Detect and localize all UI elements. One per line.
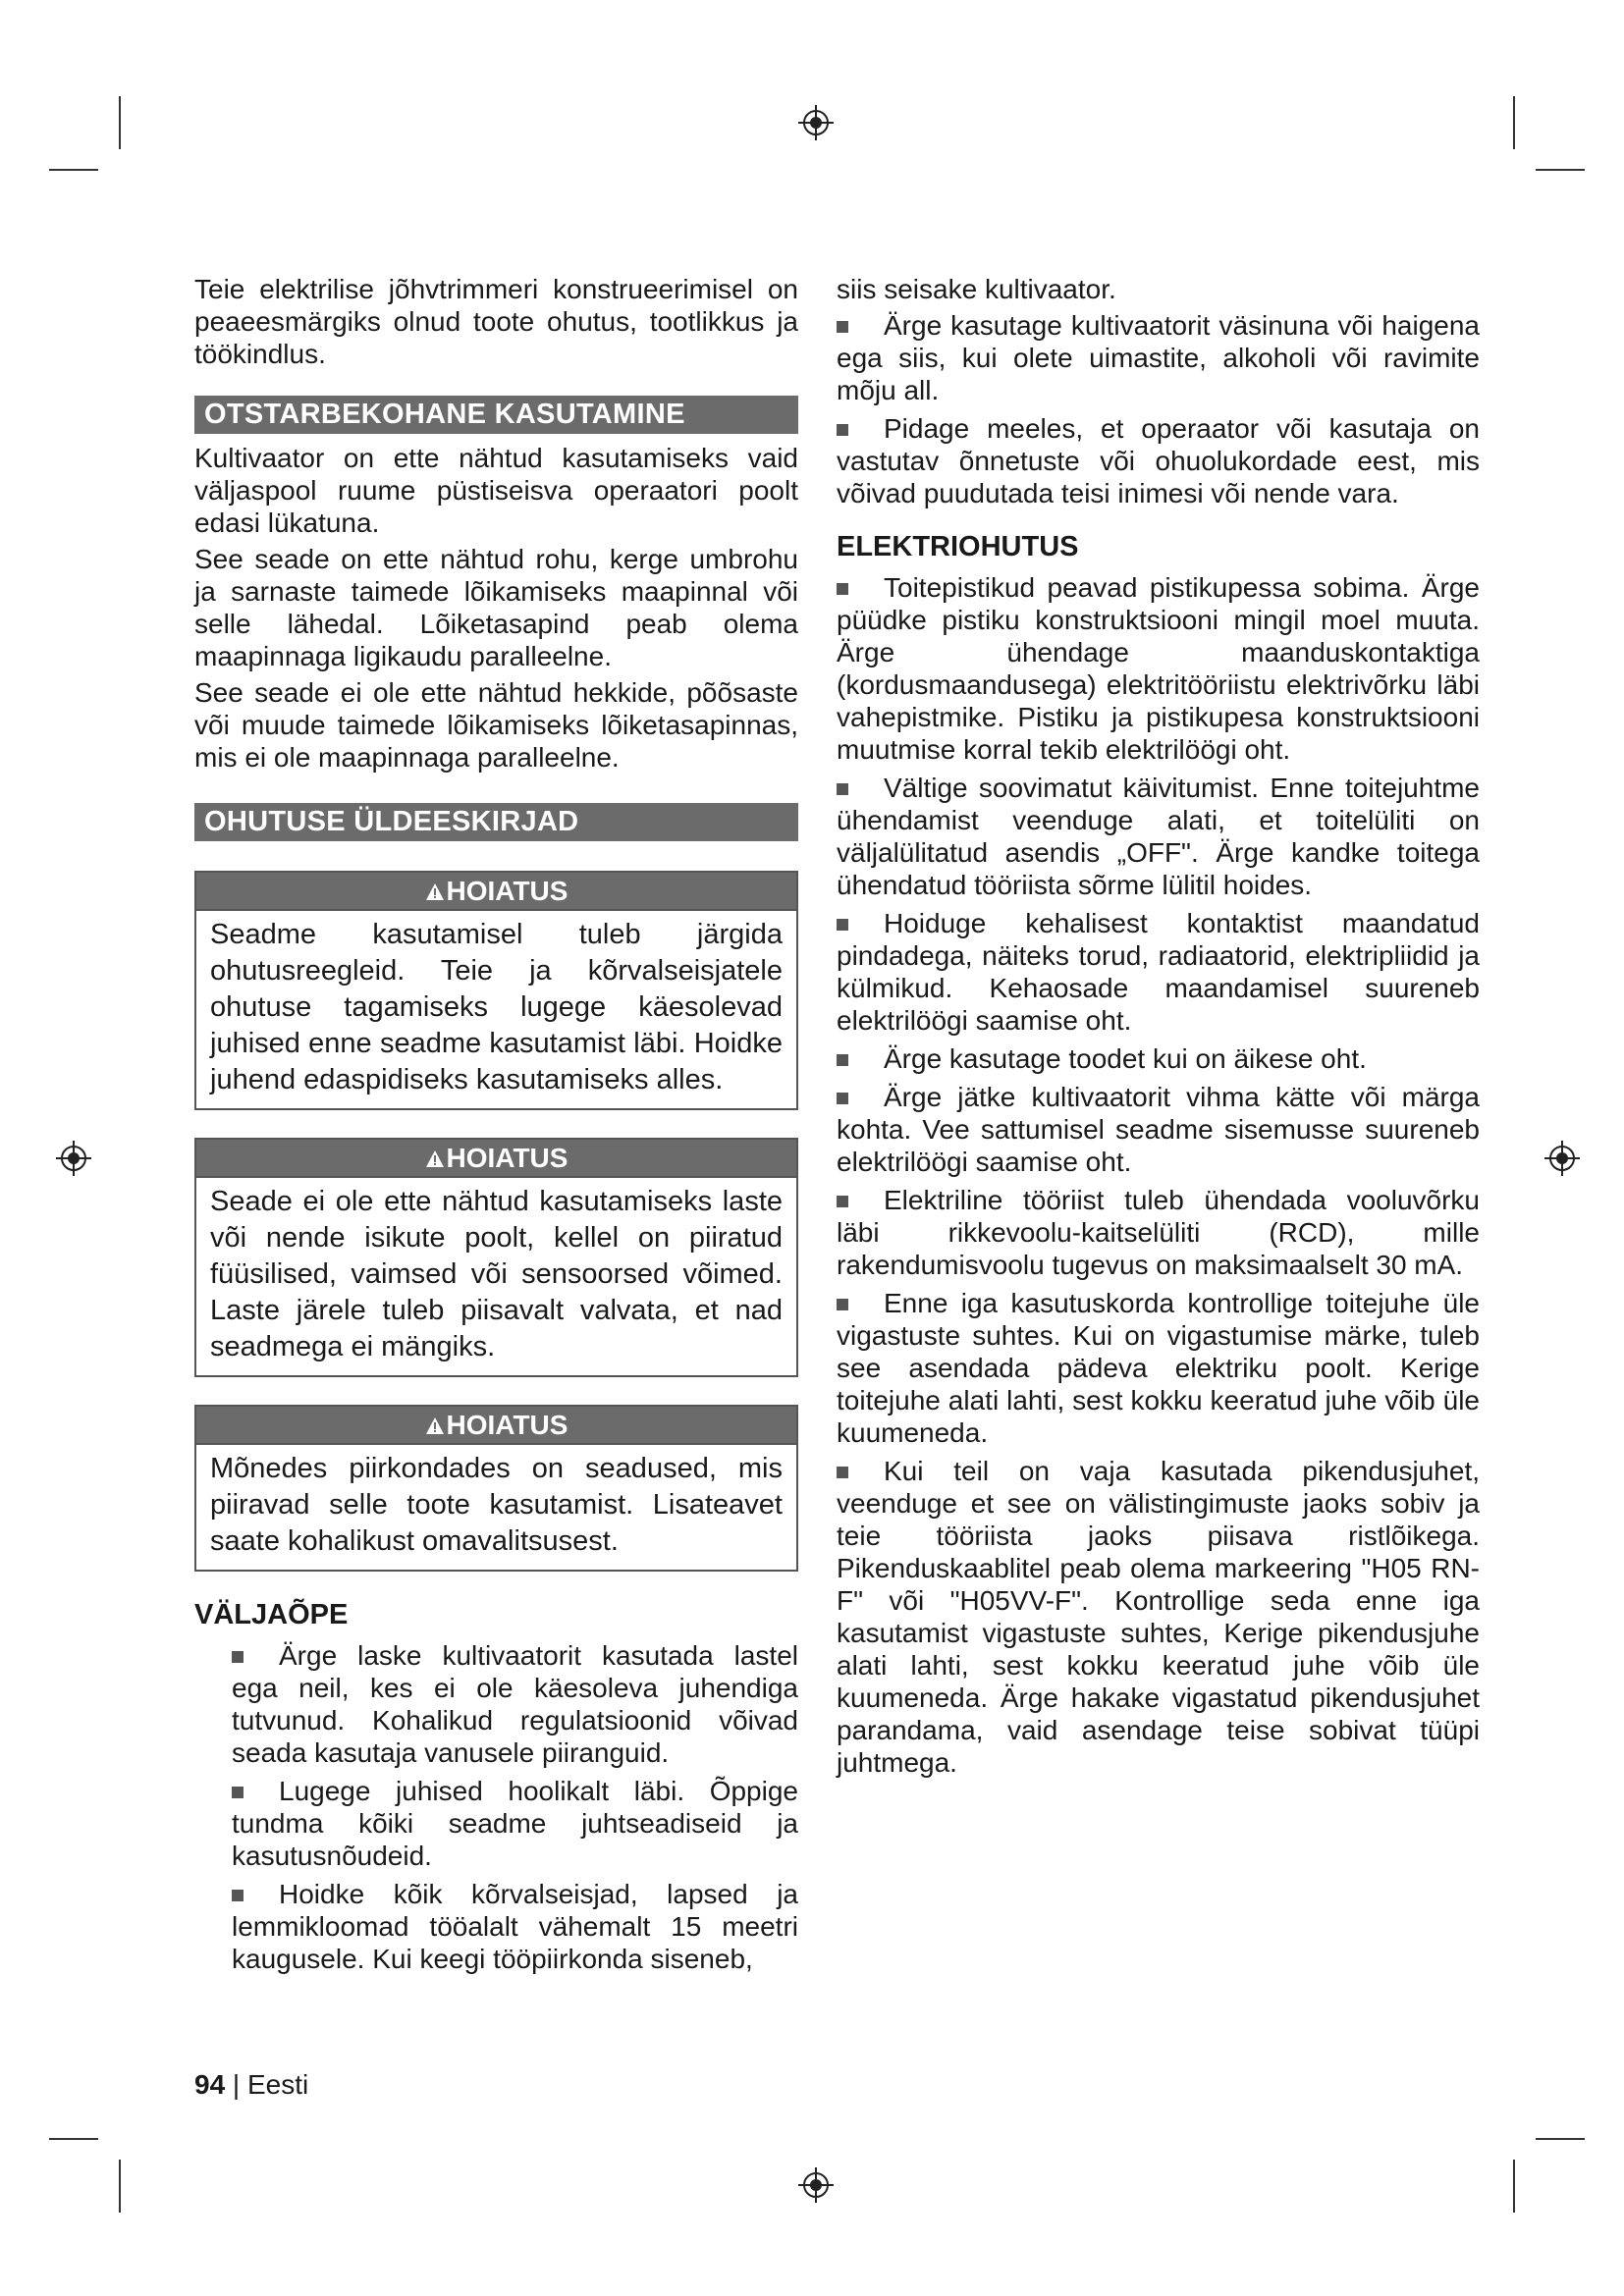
registration-mark-icon [796,103,836,142]
warning-box [194,871,798,1110]
warning-text: Seade ei ole ette nähtud kasutamiseks laste või nende isikute poolt, kellel on piiratud füüsilised, vaimsed või sensoorsed võimed. Laste järele tuleb piisavalt valvata, et nad seadmega ei mängiks. [210,1186,783,1362]
bullet-icon [232,1651,244,1663]
list-item: Kui teil on vaja kasutada pikendusjuhet, veenduge et see on välistingimuste jaoks sobiv ja teie tööriista jaoks piisava ristlõikega. Pikenduskaablitel peab olema markeering "H05 RN-F" või "H05VV-F". Kontrollige seda enne iga kasutamist vigastuste suhtes, Kerige pikendusjuhe alati lahti, sest kokku keeratud juhe võib üle kuumeneda. Ärge hakake vigastatud pikendusjuhet parandama, vaid asendage teise sobivat tüüpi juhtmega. [837,1456,1480,1778]
list-item: Toitepistikud peavad pistikupessa sobima. Ärge püüdke pistiku konstruktsiooni mingil moel muuta. Ärge ühendage maanduskontaktiga (kordusmaandusega) elektritööriistu elektrivõrku läbi vahepistmike. Pistiku ja pistikupesa konstruktsiooni muutmise korral tekib elektrilöögi oht. [837,572,1480,765]
list-item: Ärge kasutage toodet kui on äikese oht. [837,1042,1480,1075]
list-item: Ärge kasutage kultivaatorit väsinuna või haigena ega siis, kui olete uimastite, alkoholi või ravimite mõju all. [837,310,1480,405]
warning-text: Mõnedes piirkondades on seadused, mis piiravad selle toote kasutamist. Lisateavet saate kohalikust omavalitsusest. [210,1453,783,1557]
warning-title: HOIATUS [446,876,568,906]
list-item: Enne iga kasutuskorda kontrollige toitejuhe üle vigastuste suhtes. Kui on vigastumise märke, tuleb see asendada pädeva elektriku poolt. Kerige toitejuhe alati lahti, sest kokku keeratud juhe võib üle kuumeneda. [837,1288,1480,1448]
warning-header [196,1407,796,1445]
electrical-safety-list [837,571,1480,1779]
registration-mark-icon [1543,1139,1582,1178]
section-title-training: VÄLJAÕPE [194,1599,349,1630]
list-item: Hoiduge kehalisest kontaktist maandatud pindadega, näiteks torud, radiaatorid, elektripliidid ja külmikud. Kehaosade maandamisel suureneb elektrilöögi saamise oht. [837,908,1480,1036]
list-item: Lugege juhised hoolikalt läbi. Õppige tundma kõiki seadme juhtseadiseid ja kasutusnõudeid. [232,1776,798,1871]
training-list-continued [837,309,1480,509]
list-item: Ärge laske kultivaatorit kasutada lastel ega neil, kes ei ole käesoleva juhendiga tutvunud. Kohalikud regulatsioonid võivad seada kasutaja vanusele piiranguid. [232,1640,798,1768]
paragraph: See seade ei ole ette nähtud hekkide, põõsaste või muude taimede lõikamiseks lõiketasapinnas, mis ei ole maapinnaga paralleelne. [194,677,798,773]
warning-title: HOIATUS [446,1410,568,1440]
crop-mark [1536,2138,1585,2140]
bullet-icon [837,1196,848,1207]
continuation-text: siis seisake kultivaator. [837,274,1116,304]
warning-text: Seadme kasutamisel tuleb järgida ohutusreegleid. Teie ja kõrvalseisjatele ohutuse tagamiseks lugege käesolevad juhised enne seadme kasutamist läbi. Hoidke juhend edaspidiseks kasutamiseks alles. [210,919,783,1095]
section-title-intended-use: OTSTARBEKOHANE KASUTAMINE [194,396,798,434]
crop-mark [119,96,121,149]
footer-language: Eesti [247,2069,309,2100]
list-item: Pidage meeles, et operaator või kasutaja on vastutav õnnetuste või ohuolukordade eest, mis võivad puudutada teisi inimesi või nende vara. [837,413,1480,508]
bullet-icon [837,583,848,595]
registration-mark-icon [54,1139,93,1178]
right-column [837,273,1480,1785]
crop-mark [1513,2160,1515,2213]
bullet-icon [837,1467,848,1478]
list-item: Elektriline tööriist tuleb ühendada vooluvõrku läbi rikkevoolu-kaitselüliti (RCD), mille rakendumisvoolu tugevus on maksimaalselt 30 mA. [837,1185,1480,1280]
warning-triangle-icon [425,1149,445,1169]
crop-mark [49,169,98,171]
bullet-icon [232,1787,244,1798]
left-column [194,273,798,1981]
warning-triangle-icon [425,882,445,902]
warning-title: HOIATUS [446,1143,568,1173]
crop-mark [119,2160,121,2213]
bullet-icon [837,1093,848,1104]
training-list [194,1639,798,1975]
page-number: 94 [194,2069,226,2100]
paragraph: See seade on ette nähtud rohu, kerge umbrohu ja sarnaste taimede lõikamiseks maapinnal või selle lähedal. Lõiketasapind peab olema maapinnaga ligikaudu paralleelne. [194,544,798,671]
bullet-icon [232,1890,244,1901]
bullet-icon [837,919,848,931]
intro-paragraph: Teie elektrilise jõhvtrimmeri konstrueerimisel on peaeesmärgiks olnud toote ohutus, tootlikkus ja töökindlus. [194,274,798,369]
warning-box [194,1138,798,1377]
bullet-icon [837,424,848,436]
list-item: Ärge jätke kultivaatorit vihma kätte või märga kohta. Vee sattumisel seadme sisemusse suureneb elektrilöögi saamise oht. [837,1082,1480,1177]
section-title-electrical-safety: ELEKTRIOHUTUS [837,531,1079,562]
crop-mark [1513,96,1515,149]
section-title-general-safety: OHUTUSE ÜLDEESKIRJAD [194,803,798,841]
registration-mark-icon [796,2165,836,2205]
crop-mark [49,2138,98,2140]
list-item: Hoidke kõik kõrvalseisjad, lapsed ja lemmikloomad tööalalt vähemalt 15 meetri kaugusele. Kui keegi tööpiirkonda siseneb, [232,1879,798,1974]
bullet-icon [837,1054,848,1066]
crop-mark [1536,169,1585,171]
warning-triangle-icon [425,1416,445,1436]
bullet-icon [837,321,848,333]
list-item: Vältige soovimatut käivitumist. Enne toitejuhtme ühendamist veenduge alati, et toitelüliti on väljalülitatud asendis „OFF". Ärge kandke toitega ühendatud tööriista sõrme lülitil hoides. [837,773,1480,900]
warning-header [196,873,796,911]
footer-separator: | [225,2069,247,2100]
bullet-icon [837,783,848,795]
warning-header [196,1140,796,1178]
page-footer [194,2069,308,2101]
paragraph: Kultivaator on ette nähtud kasutamiseks vaid väljaspool ruume püstiseisva operaatori poolt edasi lükatuna. [194,443,798,538]
bullet-icon [837,1299,848,1310]
warning-box [194,1405,798,1572]
